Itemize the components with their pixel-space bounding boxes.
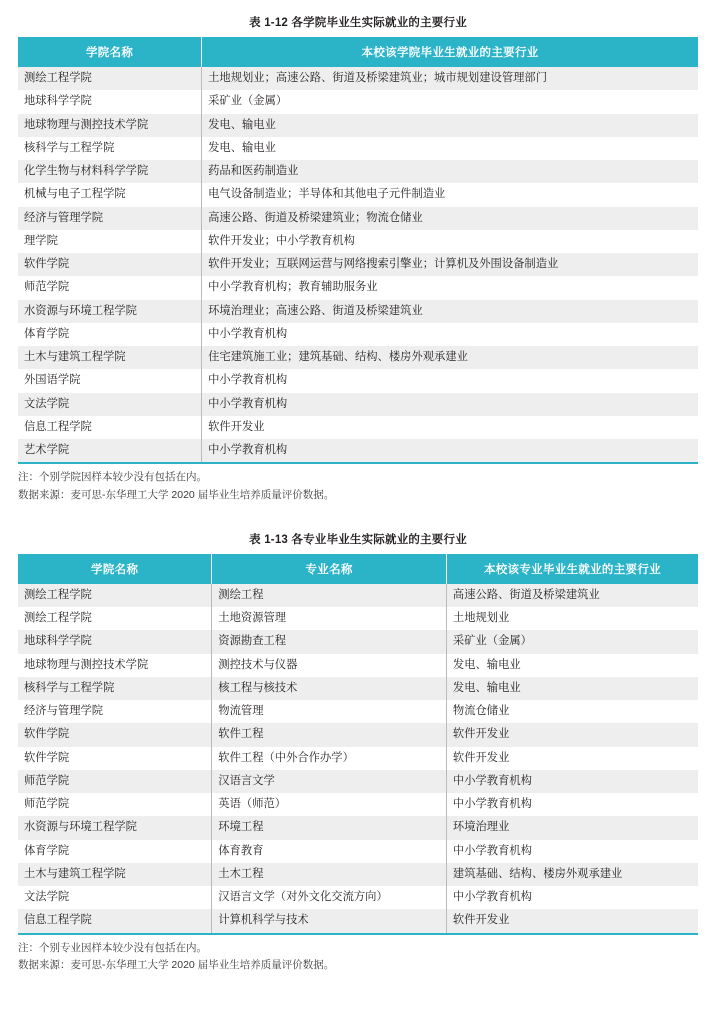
column-header-college-name: 学院名称 <box>18 37 202 67</box>
table-1-12-notes <box>18 469 698 503</box>
table-cell: 汉语言文学 <box>212 770 447 793</box>
table-cell: 土地规划业 <box>446 607 698 630</box>
table-cell: 软件开发业 <box>202 416 698 439</box>
table-row <box>18 654 698 677</box>
note-line: 注：个别专业因样本较少没有包括在内。 <box>18 941 207 954</box>
table-cell: 水资源与环境工程学院 <box>18 816 212 839</box>
table-cell: 土木工程 <box>212 863 447 886</box>
table-cell: 软件工程 <box>212 723 447 746</box>
table-cell: 体育学院 <box>18 840 212 863</box>
table-cell: 艺术学院 <box>18 439 202 462</box>
table-cell: 软件开发业；中小学教育机构 <box>202 230 698 253</box>
table-row <box>18 677 698 700</box>
table-cell: 地球物理与测控技术学院 <box>18 114 202 137</box>
table-cell: 测绘工程 <box>212 584 447 607</box>
table-cell: 土地规划业；高速公路、街道及桥梁建筑业；城市规划建设管理部门 <box>202 67 698 90</box>
table-block-1-12 <box>18 14 698 503</box>
column-header-college-name: 学院名称 <box>18 554 212 584</box>
table-row <box>18 207 698 230</box>
table-cell: 英语（师范） <box>212 793 447 816</box>
table-1-13-header <box>18 554 698 584</box>
table-row <box>18 607 698 630</box>
table-row <box>18 840 698 863</box>
section-spacer <box>18 509 698 527</box>
table-caption-1-13: 表 1-13 各专业毕业生实际就业的主要行业 <box>249 533 467 546</box>
table-cell: 电气设备制造业；半导体和其他电子元件制造业 <box>202 183 698 206</box>
table-cell: 体育学院 <box>18 323 202 346</box>
table-row <box>18 67 698 90</box>
table-cell: 核科学与工程学院 <box>18 677 212 700</box>
table-caption-1-12: 表 1-12 各学院毕业生实际就业的主要行业 <box>249 17 467 29</box>
table-cell: 高速公路、街道及桥梁建筑业 <box>446 584 698 607</box>
table-cell: 物流仓储业 <box>446 700 698 723</box>
table-row <box>18 770 698 793</box>
table-cell: 软件学院 <box>18 253 202 276</box>
table-cell: 体育教育 <box>212 840 447 863</box>
table-1-12 <box>18 37 698 462</box>
table-row <box>18 90 698 113</box>
table-cell: 采矿业（金属） <box>202 90 698 113</box>
table-cell: 地球物理与测控技术学院 <box>18 654 212 677</box>
table-cell: 环境治理业；高速公路、街道及桥梁建筑业 <box>202 300 698 323</box>
table-1-12-header <box>18 37 698 67</box>
table-row <box>18 323 698 346</box>
table-cell: 软件工程（中外合作办学） <box>212 747 447 770</box>
column-header-main-industry: 本校该学院毕业生就业的主要行业 <box>202 37 698 67</box>
table-row <box>18 137 698 160</box>
table-cell: 发电、输电业 <box>446 677 698 700</box>
note-source: 数据来源：麦可思-东华理工大学 2020 届毕业生培养质量评价数据。 <box>18 958 335 971</box>
table-row <box>18 439 698 462</box>
table-1-12-body <box>18 67 698 462</box>
table-block-1-13 <box>18 531 698 973</box>
table-cell: 中小学教育机构 <box>202 393 698 416</box>
table-cell: 物流管理 <box>212 700 447 723</box>
table-cell: 化学生物与材料科学学院 <box>18 160 202 183</box>
table-cell: 土木与建筑工程学院 <box>18 346 202 369</box>
table-row <box>18 909 698 932</box>
table-cell: 发电、输电业 <box>446 654 698 677</box>
table-1-13-bottom-rule <box>18 933 698 935</box>
table-cell: 中小学教育机构 <box>202 369 698 392</box>
table-cell: 环境治理业 <box>446 816 698 839</box>
table-1-13-body <box>18 584 698 933</box>
table-cell: 发电、输电业 <box>202 114 698 137</box>
table-cell: 外国语学院 <box>18 369 202 392</box>
table-cell: 软件学院 <box>18 747 212 770</box>
table-row <box>18 723 698 746</box>
table-cell: 建筑基础、结构、楼房外观承建业 <box>446 863 698 886</box>
table-cell: 采矿业（金属） <box>446 630 698 653</box>
table-cell: 测绘工程学院 <box>18 584 212 607</box>
table-cell: 文法学院 <box>18 886 212 909</box>
table-cell: 中小学教育机构 <box>202 439 698 462</box>
table-cell: 中小学教育机构 <box>446 886 698 909</box>
table-row <box>18 253 698 276</box>
table-cell: 中小学教育机构 <box>446 770 698 793</box>
table-cell: 土地资源管理 <box>212 607 447 630</box>
table-row <box>18 793 698 816</box>
table-cell: 环境工程 <box>212 816 447 839</box>
table-row <box>18 183 698 206</box>
table-cell: 测绘工程学院 <box>18 67 202 90</box>
table-cell: 水资源与环境工程学院 <box>18 300 202 323</box>
table-cell: 经济与管理学院 <box>18 700 212 723</box>
table-cell: 发电、输电业 <box>202 137 698 160</box>
table-cell: 软件开发业 <box>446 723 698 746</box>
table-1-13-notes <box>18 940 698 974</box>
table-cell: 核科学与工程学院 <box>18 137 202 160</box>
table-row <box>18 300 698 323</box>
table-cell: 信息工程学院 <box>18 416 202 439</box>
table-row <box>18 160 698 183</box>
table-cell: 信息工程学院 <box>18 909 212 932</box>
table-cell: 软件开发业；互联网运营与网络搜索引擎业；计算机及外围设备制造业 <box>202 253 698 276</box>
note-line: 注：个别学院因样本较少没有包括在内。 <box>18 471 207 484</box>
table-row <box>18 369 698 392</box>
table-header-row <box>18 554 698 584</box>
table-cell: 文法学院 <box>18 393 202 416</box>
table-row <box>18 584 698 607</box>
table-cell: 地球科学学院 <box>18 630 212 653</box>
table-cell: 软件学院 <box>18 723 212 746</box>
table-row <box>18 816 698 839</box>
note-source: 数据来源：麦可思-东华理工大学 2020 届毕业生培养质量评价数据。 <box>18 488 335 501</box>
table-row <box>18 747 698 770</box>
table-1-13 <box>18 554 698 933</box>
table-row <box>18 886 698 909</box>
column-header-major-name: 专业名称 <box>212 554 447 584</box>
table-cell: 理学院 <box>18 230 202 253</box>
table-cell: 中小学教育机构 <box>202 323 698 346</box>
table-cell: 核工程与核技术 <box>212 677 447 700</box>
table-cell: 中小学教育机构 <box>446 793 698 816</box>
table-row <box>18 230 698 253</box>
table-row <box>18 700 698 723</box>
table-row <box>18 393 698 416</box>
table-cell: 测绘工程学院 <box>18 607 212 630</box>
table-cell: 软件开发业 <box>446 909 698 932</box>
table-cell: 药品和医药制造业 <box>202 160 698 183</box>
table-cell: 机械与电子工程学院 <box>18 183 202 206</box>
table-cell: 住宅建筑施工业；建筑基础、结构、楼房外观承建业 <box>202 346 698 369</box>
table-header-row <box>18 37 698 67</box>
table-cell: 师范学院 <box>18 276 202 299</box>
table-cell: 资源勘查工程 <box>212 630 447 653</box>
table-cell: 测控技术与仪器 <box>212 654 447 677</box>
table-row <box>18 416 698 439</box>
table-cell: 高速公路、街道及桥梁建筑业；物流仓储业 <box>202 207 698 230</box>
column-header-main-industry: 本校该专业毕业生就业的主要行业 <box>446 554 698 584</box>
table-cell: 中小学教育机构；教育辅助服务业 <box>202 276 698 299</box>
table-cell: 师范学院 <box>18 793 212 816</box>
table-cell: 中小学教育机构 <box>446 840 698 863</box>
table-cell: 软件开发业 <box>446 747 698 770</box>
table-cell: 土木与建筑工程学院 <box>18 863 212 886</box>
table-cell: 汉语言文学（对外文化交流方向） <box>212 886 447 909</box>
table-cell: 计算机科学与技术 <box>212 909 447 932</box>
table-row <box>18 114 698 137</box>
table-cell: 地球科学学院 <box>18 90 202 113</box>
table-row <box>18 863 698 886</box>
table-cell: 经济与管理学院 <box>18 207 202 230</box>
table-1-12-bottom-rule <box>18 462 698 464</box>
table-row <box>18 276 698 299</box>
table-row <box>18 346 698 369</box>
table-row <box>18 630 698 653</box>
table-cell: 师范学院 <box>18 770 212 793</box>
